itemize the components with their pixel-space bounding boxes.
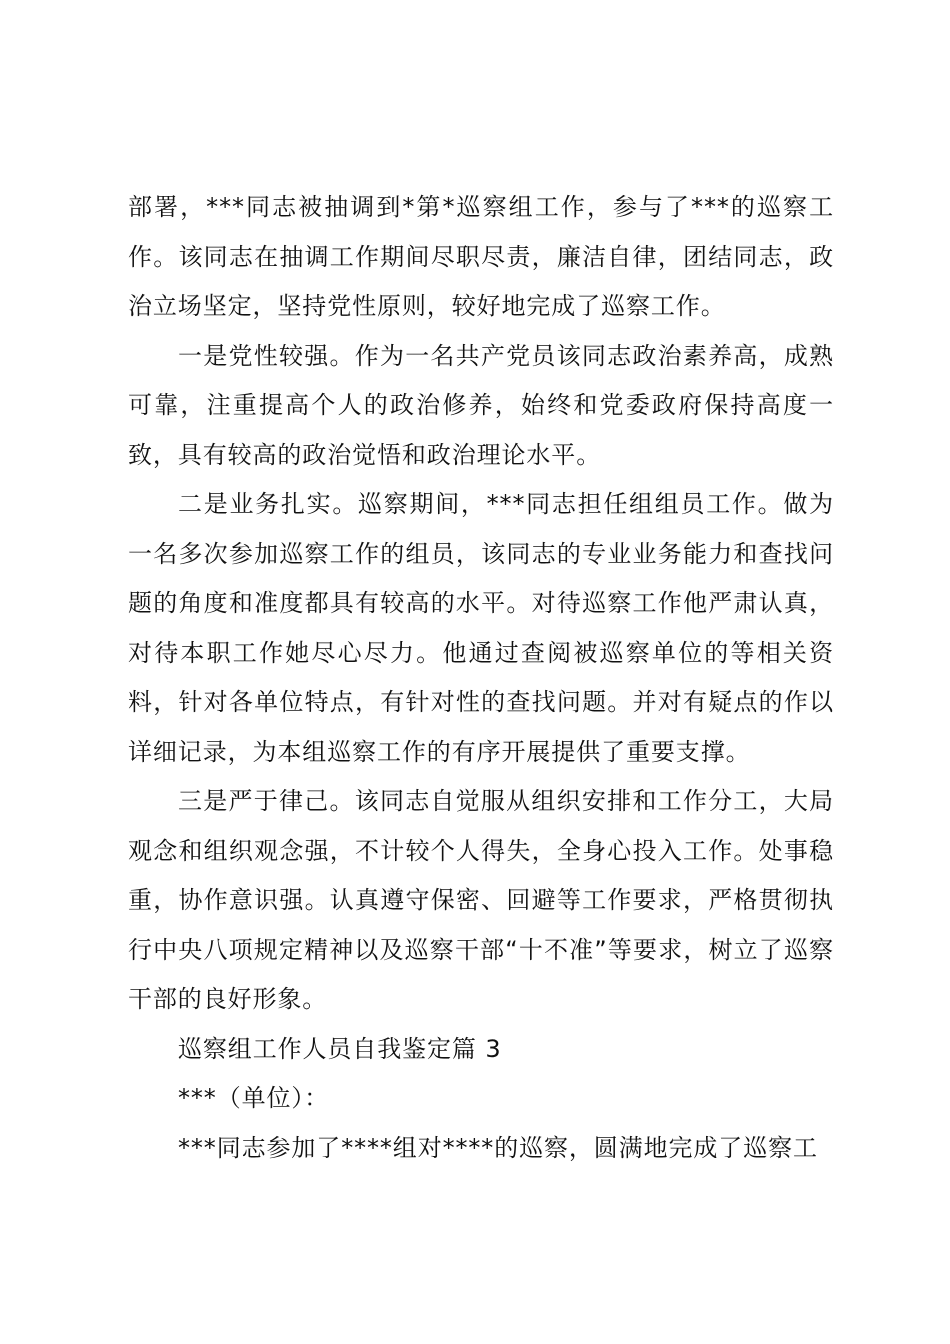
paragraph-final: ***同志参加了****组对****的巡察，圆满地完成了巡察工	[178, 1133, 818, 1162]
salutation: ***（单位）：	[178, 1084, 330, 1112]
document-body	[128, 183, 834, 1173]
paragraph-continuation: 部署，***同志被抽调到*第*巡察组工作，参与了***的巡察工作。该同志在抽调工作期间尽职尽责，廉洁自律，团结同志，政治立场坚定，坚持党性原则，较好地完成了巡察工作。	[128, 193, 834, 320]
paragraph-party-spirit: 一是党性较强。作为一名共产党员该同志政治素养高，成熟可靠，注重提高个人的政治修养，始终和党委政府保持高度一致，具有较高的政治觉悟和政治理论水平。	[128, 341, 834, 469]
section-title: 巡察组工作人员自我鉴定篇 3	[178, 1034, 502, 1063]
paragraph-self-discipline: 三是严于律己。该同志自觉服从组织安排和工作分工，大局观念和组织观念强，不计较个人得失，全身心投入工作。处事稳重，协作意识强。认真遵守保密、回避等工作要求，严格贯彻执行中央八项规定精神以及巡察干部“十不准”等要求，树立了巡察干部的良好形象。	[128, 787, 834, 1013]
paragraph-professional-skill: 二是业务扎实。巡察期间，***同志担任组组员工作。做为一名多次参加巡察工作的组员，该同志的专业业务能力和查找问题的角度和准度都具有较高的水平。对待巡察工作他严肃认真，对待本职工作她尽心尽力。他通过查阅被巡察单位的等相关资料，针对各单位特点，有针对性的查找问题。并对有疑点的作以详细记录，为本组巡察工作的有序开展提供了重要支撑。	[128, 490, 834, 766]
